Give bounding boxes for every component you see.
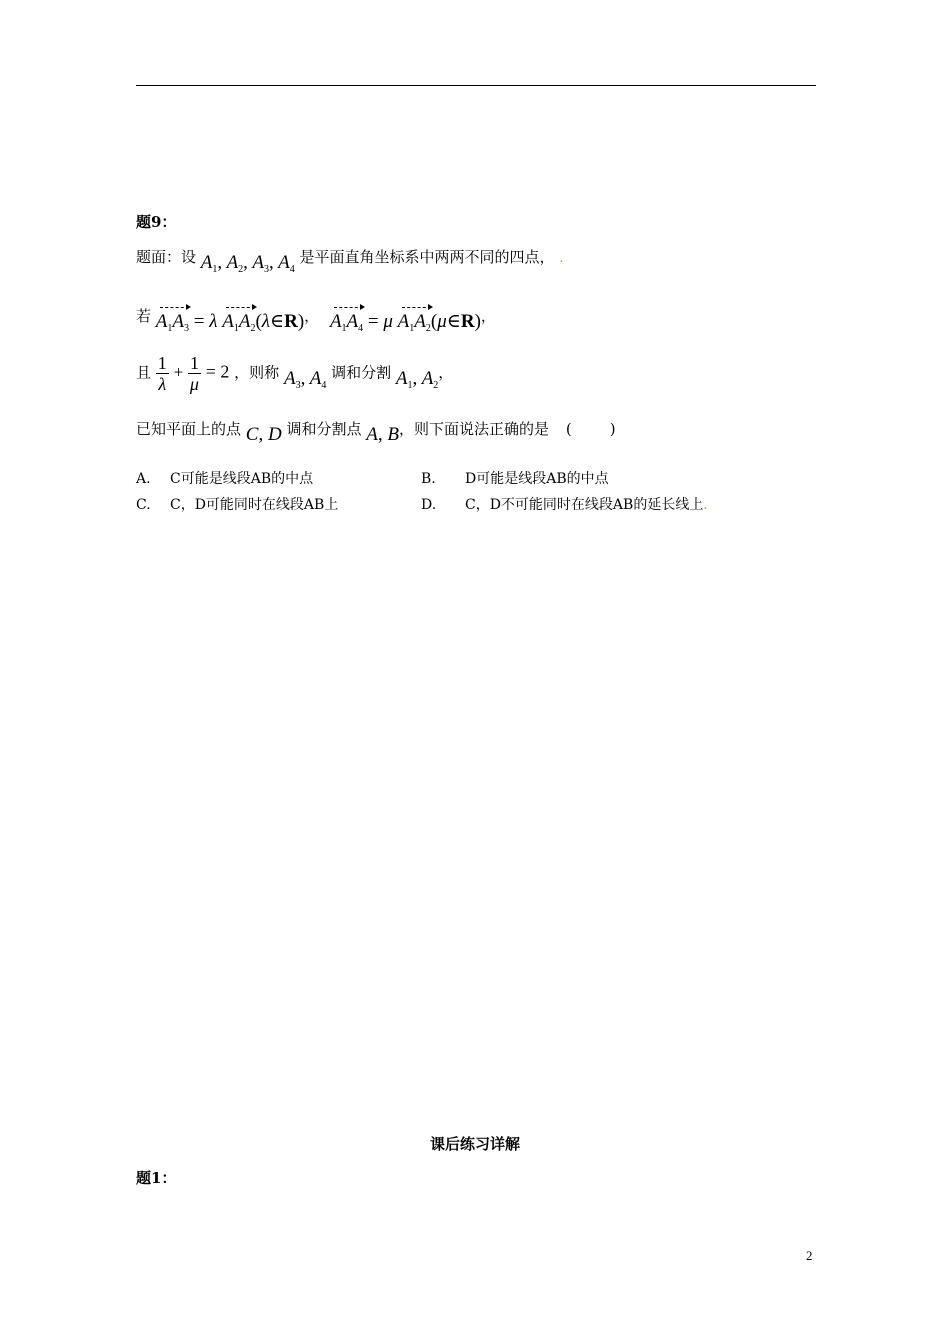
known-mid: 调和分割点 (286, 420, 362, 438)
points-a3-a4: $A_3$, $A_4$ (283, 367, 327, 391)
points-c-d: C, D (245, 424, 282, 445)
points-a1-a4: $A_1$, $A_2$, $A_3$, $A_4$ (200, 252, 295, 275)
given-line (136, 418, 616, 445)
fraction-1-over-lambda: $\frac{1}{\lambda}$ (157, 353, 167, 394)
fraction-1-over-mu: $\frac{1}{\mu}$ (189, 353, 199, 394)
if-word: 若 (136, 307, 152, 325)
points-a-b: A, B (366, 424, 400, 445)
cond1-comma: ， (304, 307, 320, 325)
question-9-title: 题9： (136, 213, 177, 231)
plus-sign: + (173, 362, 184, 382)
page-number: 2 (806, 1248, 813, 1263)
condition-1: $A_1A_3 = \lambda$ $A_1A_2(\lambda\in R)$ (155, 311, 305, 334)
stem-suffix: 是平面直角坐标系中两两不同的四点， (299, 248, 555, 266)
question-stem-line (136, 246, 564, 275)
header-rule (136, 85, 816, 86)
points-a1-a2: $A_1$, $A_2$ (395, 367, 439, 391)
harmonic-text: 调和分割 (331, 363, 392, 382)
question-1-title: 题1： (136, 1169, 177, 1187)
known-prefix: 已知平面上的点 (136, 420, 242, 438)
option-d: D. C，D不可能同时在线段AB的延长线上. (421, 497, 708, 513)
then-text: ，则称 (234, 363, 280, 382)
cond2-comma: ， (480, 307, 496, 325)
known-suffix: ，则下面说法正确的是 (399, 420, 550, 438)
tail-comma: ， (438, 363, 454, 382)
option-b: B. D可能是线段AB的中点 (421, 471, 609, 487)
option-c: C. C，D可能同时在线段AB上 (136, 497, 339, 513)
vector-condition-line (136, 304, 496, 334)
section-title: 课后练习详解 (429, 1135, 520, 1153)
fraction-condition-line (136, 353, 453, 394)
answer-parentheses: ( ) (565, 420, 616, 438)
option-a: A. C可能是线段AB的中点 (136, 471, 314, 487)
condition-2: $A_1A_4 = \mu$ $A_1A_2(\mu\in R)$ (329, 311, 481, 334)
stem-prefix: 题面：设 (136, 248, 197, 266)
edit-marker: . (703, 498, 708, 513)
and-word: 且 (136, 363, 152, 382)
equals-two: = 2 (205, 361, 230, 382)
edit-marker: . (559, 251, 564, 266)
